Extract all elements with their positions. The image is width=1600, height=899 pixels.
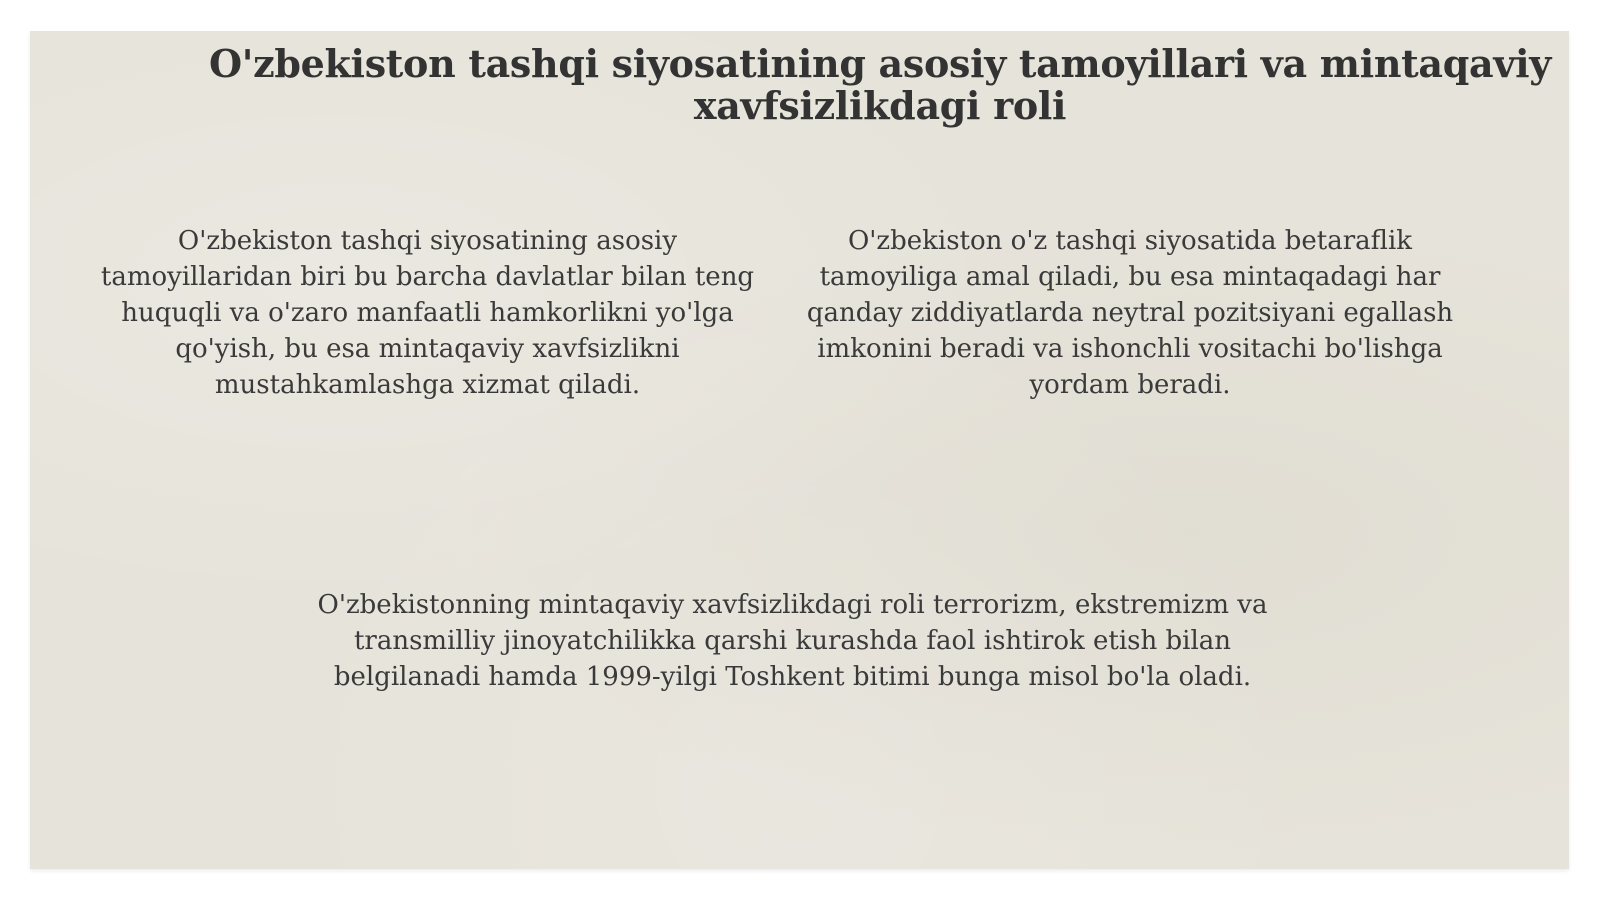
paragraph-regional-security: O'zbekistonning mintaqaviy xavfsizlikdagi roli terrorizm, ekstremizm va transmilliy jinoyatchilikka qarshi kurashda faol ishtirok etish bilan belgilanadi hamda 1999-yilgi Toshkent bitimi bunga misol bo'la oladi. (317, 590, 1268, 692)
paragraph-neutrality: O'zbekiston o'z tashqi siyosatida betaraflik tamoyiliga amal qiladi, bu esa mintaqadagi har qanday ziddiyatlarda neytral pozitsiyani egallash imkonini beradi va ishonchli vositachi bo'lishga yordam beradi. (806, 226, 1454, 400)
slide-title: O'zbekiston tashqi siyosatining asosiy tamoyillari va mintaqaviy xavfsizlikdagi roli (208, 41, 1552, 128)
slide (30, 31, 1569, 869)
paragraph-principles: O'zbekiston tashqi siyosatining asosiy tamoyillaridan biri bu barcha davlatlar bilan teng huquqli va o'zaro manfaatli hamkorlikni yo'lga qo'yish, bu esa mintaqaviy xavfsizlikni mustahkamlashga xizmat qiladi. (100, 226, 755, 400)
